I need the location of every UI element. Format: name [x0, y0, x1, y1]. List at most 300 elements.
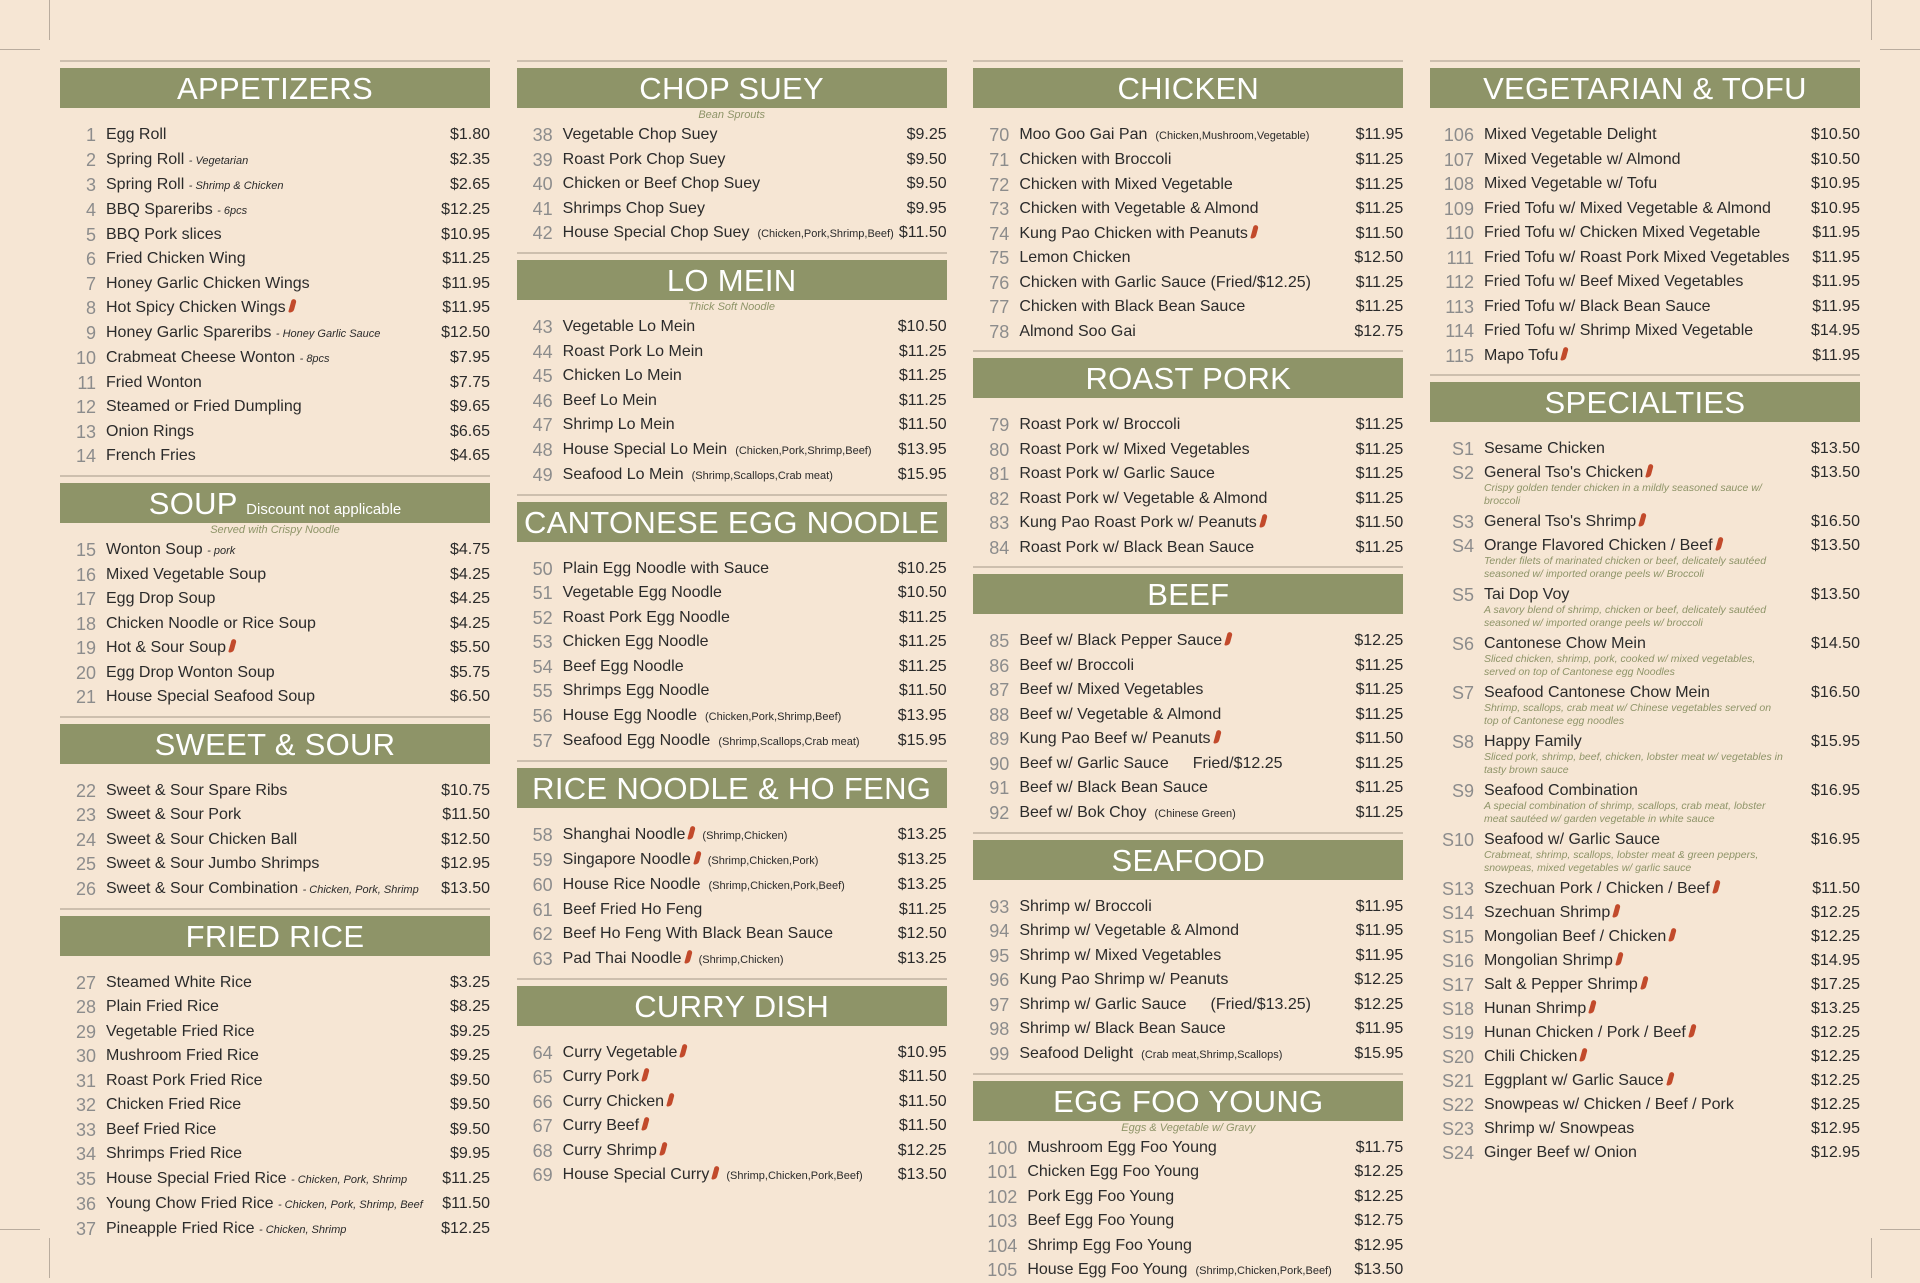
chili-pepper-icon [1613, 904, 1621, 919]
item-name: Curry Pork [563, 1068, 639, 1085]
item-price: $9.65 [414, 395, 490, 419]
menu-item [517, 655, 947, 680]
menu-item [517, 557, 947, 582]
item-number: 1 [60, 123, 106, 147]
item-price: $12.25 [871, 1139, 947, 1163]
item-name: Eggplant w/ Garlic Sauce [1484, 1072, 1664, 1089]
menu-item [973, 993, 1403, 1018]
menu-item [973, 752, 1403, 777]
menu-item [60, 995, 490, 1020]
item-name-wrap [106, 1167, 414, 1192]
chili-pepper-icon [666, 1092, 674, 1107]
item-price: $12.25 [1784, 1045, 1860, 1069]
item-name-wrap [106, 123, 414, 147]
item-number: 25 [60, 852, 106, 876]
item-name-line [1027, 1160, 1327, 1184]
item-name: Shrimp Egg Foo Young [1027, 1237, 1192, 1254]
item-name: Seafood Lo Mein [563, 466, 684, 483]
item-ingredients: (Chinese Green) [1146, 808, 1235, 820]
item-name-line [1019, 919, 1327, 943]
item-name-wrap [563, 172, 871, 196]
item-name-line [1019, 413, 1327, 437]
chili-pepper-icon [641, 1068, 649, 1083]
item-number: 27 [60, 971, 106, 995]
item-name: Egg Drop Wonton Soup [106, 664, 275, 681]
menu-item [1430, 632, 1860, 681]
item-name: Tai Dop Voy [1484, 586, 1569, 603]
item-name-wrap [1019, 462, 1327, 486]
item-ingredients: (Shrimp,Chicken) [691, 954, 784, 966]
item-name: Seafood Egg Noodle [563, 732, 711, 749]
item-name: Beef w/ Garlic Sauce [1019, 755, 1168, 772]
item-price: $12.95 [1784, 1141, 1860, 1165]
item-name-wrap [1019, 173, 1327, 197]
item-number: 54 [517, 655, 563, 679]
item-name-line [1484, 437, 1784, 461]
item-price: $11.95 [1784, 344, 1860, 368]
item-ingredients: (Crab meat,Shrimp,Scallops) [1133, 1049, 1282, 1061]
section-subtitle-spacer [60, 108, 490, 122]
item-number: 28 [60, 995, 106, 1019]
item-price: $14.95 [1784, 319, 1860, 343]
item-name-line [1019, 993, 1327, 1017]
menu-item [60, 272, 490, 297]
section-title: SPECIALTIES [1545, 385, 1746, 420]
item-price: $5.75 [414, 661, 490, 685]
menu-item [1430, 1021, 1860, 1045]
item-number: 44 [517, 340, 563, 364]
item-name-wrap [1484, 973, 1784, 997]
item-name-wrap [563, 655, 871, 679]
item-name: Shrimp w/ Black Bean Sauce [1019, 1020, 1225, 1037]
item-price: $12.95 [1784, 1117, 1860, 1141]
menu-item [60, 685, 490, 710]
item-price: $2.65 [414, 173, 490, 197]
menu-column-2 [517, 60, 947, 1230]
menu-item [1430, 779, 1860, 828]
item-number: 6 [60, 247, 106, 271]
menu-item [60, 1142, 490, 1167]
item-number: S19 [1430, 1021, 1484, 1045]
menu-item [1430, 295, 1860, 320]
item-name-line [563, 438, 871, 463]
item-number: 40 [517, 172, 563, 196]
item-name-line [1484, 123, 1784, 147]
section-title: SWEET & SOUR [155, 727, 396, 762]
item-name: Plain Egg Noodle with Sauce [563, 560, 769, 577]
item-note: - Shrimp & Chicken [189, 180, 284, 192]
item-name-line [1484, 270, 1784, 294]
menu-item [973, 1185, 1403, 1210]
item-name-wrap [1019, 271, 1327, 295]
item-name-wrap [1484, 632, 1784, 681]
item-name: Steamed White Rice [106, 974, 252, 991]
item-list [517, 314, 947, 488]
menu-item [517, 581, 947, 606]
item-price: $10.50 [1784, 148, 1860, 172]
item-price: $15.95 [871, 729, 947, 753]
menu-item [973, 944, 1403, 969]
item-name: Egg Roll [106, 126, 166, 143]
item-name-line [563, 557, 871, 581]
menu-item [60, 612, 490, 637]
item-list [973, 894, 1403, 1067]
item-number: 43 [517, 315, 563, 339]
item-name-line [1484, 997, 1784, 1021]
section-subtitle-spacer [60, 956, 490, 970]
menu-item [60, 1118, 490, 1143]
item-number: 105 [973, 1258, 1027, 1282]
item-number: 67 [517, 1114, 563, 1138]
menu-item [973, 148, 1403, 173]
item-name: Chicken Lo Mein [563, 367, 682, 384]
section-header [973, 358, 1403, 398]
item-number: 85 [973, 629, 1019, 653]
item-name-wrap [1484, 877, 1784, 901]
section-appetizers [60, 60, 490, 469]
item-number: 37 [60, 1217, 106, 1241]
item-number: 57 [517, 729, 563, 753]
item-note: - Honey Garlic Sauce [276, 328, 381, 340]
item-note: - Chicken, Shrimp [259, 1224, 346, 1236]
item-name-line [563, 922, 871, 946]
section-title: APPETIZERS [177, 71, 373, 106]
item-price: $10.50 [1784, 123, 1860, 147]
item-name: Shrimps Chop Suey [563, 200, 705, 217]
item-number: 50 [517, 557, 563, 581]
item-number: 111 [1430, 246, 1484, 270]
item-price: $9.50 [871, 148, 947, 172]
item-name-wrap [106, 779, 414, 803]
menu-item [973, 197, 1403, 222]
item-name-wrap [1484, 221, 1784, 245]
item-number: 95 [973, 944, 1019, 968]
item-name: Fried Tofu w/ Black Bean Sauce [1484, 298, 1711, 315]
item-name-line [1019, 197, 1327, 221]
item-name: Orange Flavored Chicken / Beef [1484, 537, 1713, 554]
menu-item [1430, 1045, 1860, 1069]
item-name: Mixed Vegetable w/ Tofu [1484, 175, 1657, 192]
item-name-wrap [106, 1118, 414, 1142]
item-number: 4 [60, 198, 106, 222]
item-number: 29 [60, 1020, 106, 1044]
item-number: 81 [973, 462, 1019, 486]
menu-item [60, 198, 490, 223]
item-number: 109 [1430, 197, 1484, 221]
item-price: $11.95 [1784, 246, 1860, 270]
item-number: S8 [1430, 730, 1484, 754]
chili-pepper-icon [641, 1117, 649, 1132]
item-description: Tender filets of marinated chicken or beef, delicately sautéed seasoned w/ imported orange peels w/ Broccoli [1484, 555, 1784, 583]
item-price: $11.50 [1327, 222, 1403, 246]
item-price: $11.25 [1327, 487, 1403, 511]
item-name-wrap [1484, 172, 1784, 196]
item-name-wrap [1019, 776, 1327, 800]
item-number: 30 [60, 1044, 106, 1068]
item-name-wrap [1019, 895, 1327, 919]
menu-item [973, 222, 1403, 247]
item-name-line [106, 321, 414, 346]
item-name-line [1484, 973, 1784, 997]
item-name-wrap [563, 823, 871, 848]
item-price: $12.95 [1327, 1234, 1403, 1258]
item-name-line [563, 679, 871, 703]
menu-item [517, 148, 947, 173]
item-number: S1 [1430, 437, 1484, 461]
section-soup [60, 475, 490, 710]
item-price: $7.75 [414, 371, 490, 395]
item-number: S23 [1430, 1117, 1484, 1141]
item-number: 16 [60, 563, 106, 587]
item-name: Sweet & Sour Jumbo Shrimps [106, 855, 319, 872]
item-price: $13.50 [1784, 437, 1860, 461]
menu-item [60, 148, 490, 173]
item-number: 76 [973, 271, 1019, 295]
item-name: Chicken Fried Rice [106, 1096, 241, 1113]
item-number: 61 [517, 898, 563, 922]
menu-item [60, 1167, 490, 1192]
menu-item [1430, 949, 1860, 973]
item-number: 69 [517, 1163, 563, 1187]
menu-item [60, 636, 490, 661]
item-name-line [1484, 344, 1784, 368]
item-note: - Chicken, Pork, Shrimp [303, 884, 419, 896]
item-price: $16.50 [1784, 510, 1860, 534]
item-price: $11.25 [1327, 654, 1403, 678]
menu-item [973, 678, 1403, 703]
menu-item [517, 123, 947, 148]
item-name-line [563, 315, 871, 339]
item-name-line [563, 172, 871, 196]
item-name-line [106, 1069, 414, 1093]
item-name-line [106, 779, 414, 803]
item-number: 49 [517, 463, 563, 487]
crop-mark [1880, 1229, 1920, 1230]
chili-pepper-icon [1715, 537, 1723, 552]
chili-pepper-icon [288, 299, 296, 314]
item-name-line [563, 704, 871, 729]
item-name-line [1027, 1136, 1327, 1160]
section-subtitle-spacer [1430, 108, 1860, 122]
item-name-wrap [563, 364, 871, 388]
item-name-wrap [106, 223, 414, 247]
section-title: BEEF [1147, 577, 1229, 612]
item-name-line [1484, 221, 1784, 245]
item-name-wrap [106, 828, 414, 852]
item-name-line [1484, 877, 1784, 901]
item-name-line [106, 661, 414, 685]
item-name: Singapore Noodle [563, 851, 691, 868]
item-number: 75 [973, 246, 1019, 270]
item-price: $9.95 [414, 1142, 490, 1166]
item-name: Beef w/ Black Bean Sauce [1019, 779, 1208, 796]
item-name-line [1019, 438, 1327, 462]
item-ingredients: (Chicken,Mushroom,Vegetable) [1147, 130, 1309, 142]
item-name-wrap [563, 922, 871, 946]
item-list [1430, 436, 1860, 1165]
item-number: 112 [1430, 270, 1484, 294]
item-name-wrap [1019, 801, 1327, 826]
item-name: Sweet & Sour Spare Ribs [106, 782, 287, 799]
item-price: $11.25 [414, 247, 490, 271]
item-name-line [1484, 246, 1784, 270]
item-number: 23 [60, 803, 106, 827]
item-name-line [106, 995, 414, 1019]
section-header [1430, 382, 1860, 422]
item-name-wrap [106, 661, 414, 685]
item-price: $11.25 [871, 655, 947, 679]
menu-item [60, 828, 490, 853]
section-subtitle-spacer [973, 880, 1403, 894]
item-name: Honey Garlic Spareribs [106, 324, 271, 341]
menu-column-4 [1430, 60, 1860, 1230]
item-price: $12.25 [414, 198, 490, 222]
chili-pepper-icon [1638, 513, 1646, 528]
menu-item [1430, 148, 1860, 173]
item-name: House Special Chop Suey [563, 224, 750, 241]
item-price: $11.50 [871, 1114, 947, 1138]
item-name-wrap [1484, 246, 1784, 270]
item-name: Mongolian Shrimp [1484, 952, 1613, 969]
item-number: 34 [60, 1142, 106, 1166]
item-name: House Egg Foo Young [1027, 1261, 1187, 1278]
item-name: Chicken with Black Bean Sauce [1019, 298, 1245, 315]
item-name-wrap [1484, 295, 1784, 319]
item-number: 51 [517, 581, 563, 605]
item-number: 45 [517, 364, 563, 388]
menu-item [517, 630, 947, 655]
item-number: 39 [517, 148, 563, 172]
item-number: 41 [517, 197, 563, 221]
item-number: S21 [1430, 1069, 1484, 1093]
item-name: Seafood Combination [1484, 782, 1638, 799]
item-name: Curry Beef [563, 1117, 639, 1134]
item-number: S10 [1430, 828, 1484, 852]
item-name-line [1019, 629, 1327, 653]
item-price: $12.95 [414, 852, 490, 876]
item-number: 92 [973, 801, 1019, 825]
item-name-wrap [1019, 944, 1327, 968]
section-header [60, 68, 490, 108]
item-name-line [106, 1118, 414, 1142]
item-number: 101 [973, 1160, 1027, 1184]
item-price: $11.95 [1784, 270, 1860, 294]
section-subtitle-spacer [1430, 422, 1860, 436]
item-price: $13.50 [1784, 583, 1860, 607]
item-ingredients: (Shrimp,Scallops,Crab meat) [710, 736, 859, 748]
section-subtitle-spacer [973, 108, 1403, 122]
item-name: Mapo Tofu [1484, 347, 1558, 364]
item-number: 65 [517, 1065, 563, 1089]
item-number: 103 [973, 1209, 1027, 1233]
item-number: 64 [517, 1041, 563, 1065]
item-number: 56 [517, 704, 563, 728]
item-name-wrap [563, 630, 871, 654]
item-name-line [1484, 172, 1784, 196]
item-price: $14.95 [1784, 949, 1860, 973]
item-name: Pork Egg Foo Young [1027, 1188, 1174, 1205]
item-number: 87 [973, 678, 1019, 702]
item-name-wrap [106, 1217, 414, 1242]
item-name: Mushroom Egg Foo Young [1027, 1139, 1216, 1156]
item-name-line [563, 823, 871, 848]
item-name: Chicken with Broccoli [1019, 151, 1171, 168]
item-name-line [1019, 1017, 1327, 1041]
menu-item [517, 315, 947, 340]
item-name-wrap [1019, 246, 1327, 270]
item-price: $11.25 [1327, 801, 1403, 825]
item-price: $6.65 [414, 420, 490, 444]
item-price: $11.50 [414, 1192, 490, 1216]
menu-item [60, 803, 490, 828]
item-number: 14 [60, 444, 106, 468]
item-price: $11.50 [871, 679, 947, 703]
section-subtitle: Thick Soft Noodle [517, 300, 947, 314]
section-title: CHOP SUEY [639, 71, 824, 106]
item-number: 102 [973, 1185, 1027, 1209]
item-name-wrap [1027, 1136, 1327, 1160]
item-name-wrap [1019, 222, 1327, 246]
item-name: Shanghai Noodle [563, 826, 686, 843]
item-price: $11.25 [414, 1167, 490, 1191]
item-name: Shrimp w/ Mixed Vegetables [1019, 947, 1221, 964]
item-price: $4.25 [414, 587, 490, 611]
item-name: Chicken Egg Foo Young [1027, 1163, 1199, 1180]
item-name-wrap [563, 729, 871, 754]
item-price: $17.25 [1784, 973, 1860, 997]
section-title: CURRY DISH [634, 989, 829, 1024]
item-name: Sesame Chicken [1484, 440, 1605, 457]
menu-item [1430, 123, 1860, 148]
menu-item [517, 1114, 947, 1139]
item-name-line [1019, 173, 1327, 197]
item-list [60, 970, 490, 1242]
item-name: Fried Tofu w/ Roast Pork Mixed Vegetables [1484, 249, 1790, 266]
item-name-line [106, 685, 414, 709]
item-name-wrap [106, 346, 414, 371]
item-number: 106 [1430, 123, 1484, 147]
item-price: $15.95 [871, 463, 947, 487]
item-price: $12.75 [1327, 320, 1403, 344]
section-subtitle: Eggs & Vegetable w/ Gravy [973, 1121, 1403, 1135]
item-name: Szechuan Pork / Chicken / Beef [1484, 880, 1710, 897]
item-name: Beef w/ Black Pepper Sauce [1019, 632, 1222, 649]
item-price: $6.50 [414, 685, 490, 709]
item-number: 97 [973, 993, 1019, 1017]
section-title: ROAST PORK [1085, 361, 1291, 396]
item-name-line [563, 340, 871, 364]
item-description: Crabmeat, shrimp, scallops, lobster meat & green peppers, snowpeas, mixed vegetables w/ garlic sauce [1484, 849, 1784, 877]
item-list [60, 537, 490, 710]
item-price: $9.25 [871, 123, 947, 147]
item-number: 99 [973, 1042, 1019, 1066]
item-name: Chili Chicken [1484, 1048, 1577, 1065]
item-description: A special combination of shrimp, scallops, crab meat, lobster meat sautéed w/ garden vegetable in white sauce [1484, 800, 1784, 828]
item-name-line [106, 296, 414, 320]
item-name: Chicken with Vegetable & Almond [1019, 200, 1258, 217]
item-name: Roast Pork Egg Noodle [563, 609, 730, 626]
chili-pepper-icon [659, 1141, 667, 1156]
item-name: Beef Egg Noodle [563, 658, 684, 675]
item-name-wrap [106, 272, 414, 296]
item-price: $9.95 [871, 197, 947, 221]
item-name: Ginger Beef w/ Onion [1484, 1144, 1637, 1161]
item-name-line [1027, 1185, 1327, 1209]
item-name-wrap [1019, 148, 1327, 172]
item-note: - 8pcs [300, 353, 330, 365]
section-title: RICE NOODLE & HO FENG [532, 771, 931, 806]
item-price: $12.25 [1784, 925, 1860, 949]
